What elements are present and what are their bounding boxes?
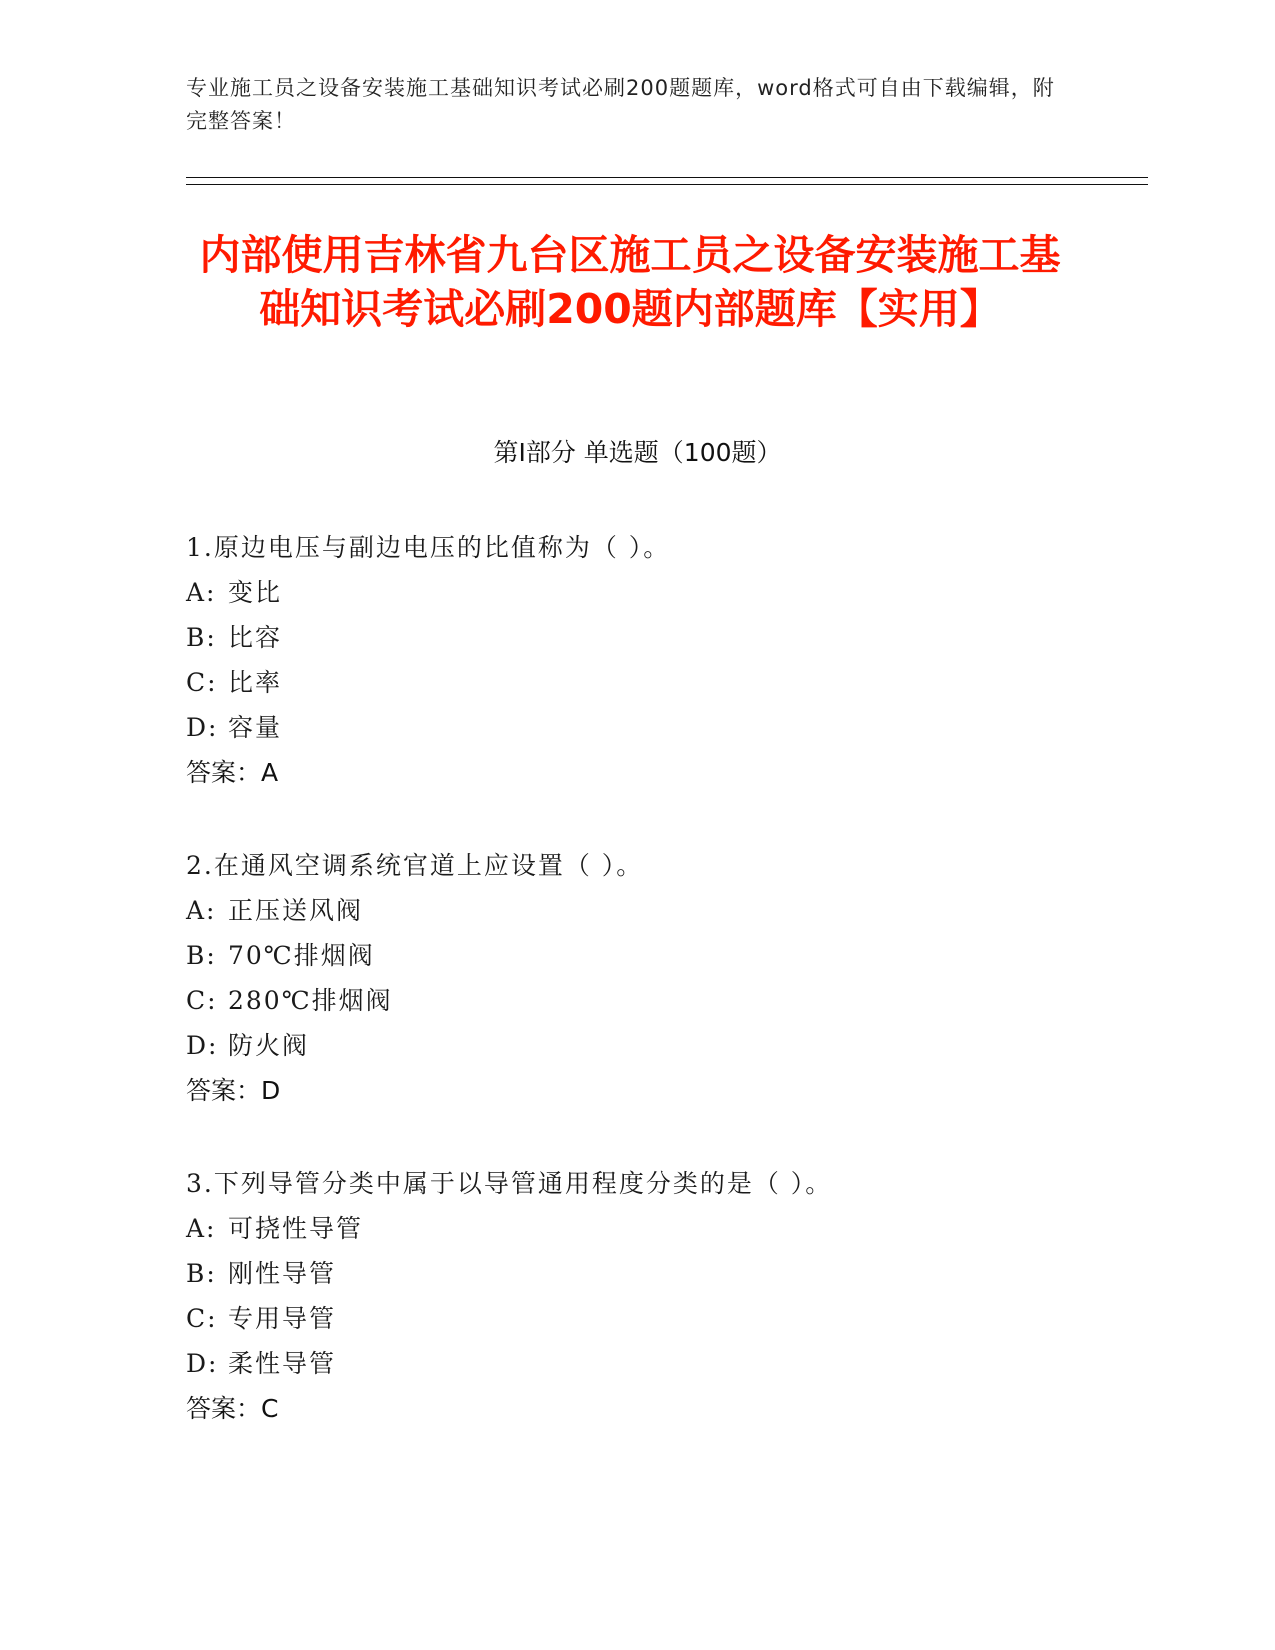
question-text: 下列导管分类中属于以导管通用程度分类的是（ ）。	[213, 1169, 833, 1198]
option-c	[186, 1296, 1086, 1341]
option-c	[186, 978, 1086, 1023]
option-text: 柔性导管	[228, 1349, 337, 1378]
question-item	[186, 525, 1086, 795]
question-list	[186, 525, 1086, 1479]
option-key: A:	[186, 1214, 217, 1243]
header-rule-bottom	[186, 184, 1148, 185]
option-a	[186, 570, 1086, 615]
question-item	[186, 1161, 1086, 1431]
document-title: 内部使用吉林省九台区施工员之设备安装施工基础知识考试必刷200题内部题库【实用】	[199, 231, 1061, 333]
option-key: A:	[186, 578, 217, 607]
question-stem	[186, 1161, 1086, 1206]
question-stem	[186, 843, 1086, 888]
option-d	[186, 1023, 1086, 1068]
option-text: 刚性导管	[228, 1259, 337, 1288]
option-b	[186, 933, 1086, 978]
answer-line: 答案：C	[186, 1394, 279, 1423]
option-text: 容量	[228, 713, 283, 742]
option-text: 正压送风阀	[228, 896, 364, 925]
option-key: B:	[186, 1259, 217, 1288]
option-text: 280℃排烟阀	[228, 986, 393, 1015]
option-a	[186, 1206, 1086, 1251]
option-key: B:	[186, 623, 217, 652]
option-c	[186, 660, 1086, 705]
option-key: C:	[186, 1304, 218, 1333]
option-key: D:	[186, 1349, 219, 1378]
option-text: 专用导管	[228, 1304, 337, 1333]
question-number: 2.	[186, 851, 214, 880]
header-note: 专业施工员之设备安装施工基础知识考试必刷200题题库，word格式可自由下载编辑，附完整答案！	[186, 76, 1055, 133]
answer-line: 答案：A	[186, 758, 279, 787]
option-text: 防火阀	[228, 1031, 310, 1060]
question-item	[186, 843, 1086, 1113]
option-text: 70℃排烟阀	[228, 941, 375, 970]
option-text: 变比	[228, 578, 283, 607]
option-b	[186, 1251, 1086, 1296]
option-key: D:	[186, 1031, 219, 1060]
question-text: 在通风空调系统官道上应设置（ ）。	[213, 851, 644, 880]
option-text: 比容	[228, 623, 283, 652]
question-number: 3.	[186, 1169, 214, 1198]
option-key: C:	[186, 986, 218, 1015]
option-d	[186, 1341, 1086, 1386]
question-text: 原边电压与副边电压的比值称为（ ）。	[213, 533, 671, 562]
option-key: B:	[186, 941, 217, 970]
section-heading: 第I部分 单选题（100题）	[493, 438, 782, 467]
option-text: 比率	[228, 668, 283, 697]
option-text: 可挠性导管	[228, 1214, 364, 1243]
question-stem	[186, 525, 1086, 570]
option-a	[186, 888, 1086, 933]
option-key: A:	[186, 896, 217, 925]
option-d	[186, 705, 1086, 750]
option-key: C:	[186, 668, 218, 697]
question-number: 1.	[186, 533, 214, 562]
answer-line: 答案：D	[186, 1076, 281, 1105]
option-b	[186, 615, 1086, 660]
header-rule-top	[186, 177, 1148, 178]
option-key: D:	[186, 713, 219, 742]
